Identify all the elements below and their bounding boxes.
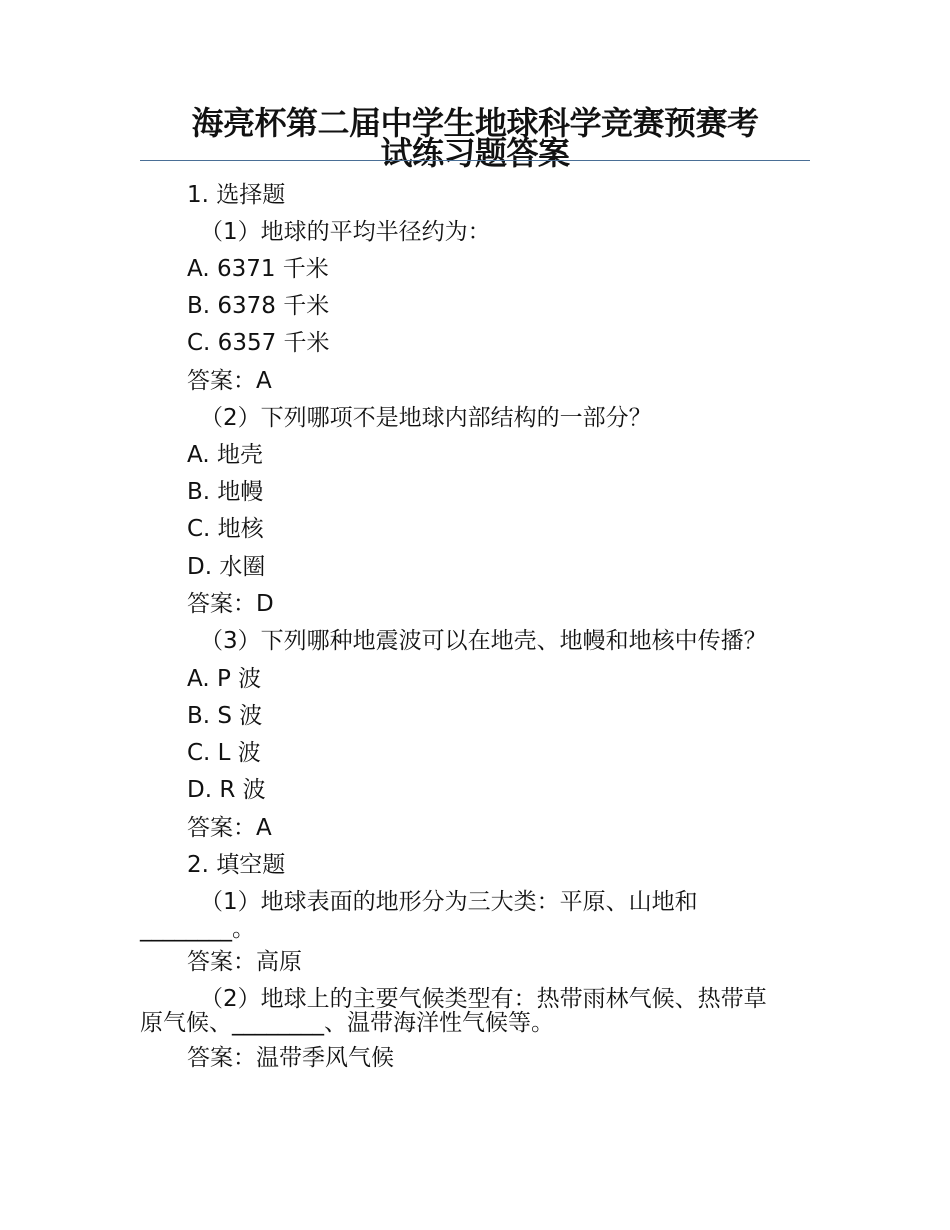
option: B. 6378 千米 — [187, 293, 330, 319]
option: A. 地壳 — [187, 442, 263, 468]
question-2-2: （2）地球上的主要气候类型有：热带雨林气候、热带草 — [200, 986, 767, 1012]
option: D. 水圈 — [187, 554, 266, 580]
answer: 答案：D — [187, 591, 274, 617]
section-heading-choice: 1. 选择题 — [187, 182, 286, 208]
section-heading-fill: 2. 填空题 — [187, 852, 286, 878]
option: B. S 波 — [187, 703, 263, 729]
option: A. 6371 千米 — [187, 256, 329, 282]
question-2-1: （1）地球表面的地形分为三大类：平原、山地和 — [200, 889, 698, 915]
option: B. 地幔 — [187, 479, 264, 505]
option: C. L 波 — [187, 740, 261, 766]
answer: 答案：高原 — [187, 949, 302, 975]
answer: 答案：A — [187, 815, 272, 841]
option: D. R 波 — [187, 777, 266, 803]
title-underline — [140, 160, 810, 161]
question-1-2: （2）下列哪项不是地球内部结构的一部分？ — [200, 405, 652, 431]
question-1-3: （3）下列哪种地震波可以在地壳、地幔和地核中传播？ — [200, 628, 767, 654]
document-title — [140, 104, 810, 172]
question-2-1-continued: ________。 — [140, 916, 255, 942]
question-2-2-continued: 原气候、________、温带海洋性气候等。 — [140, 1010, 554, 1036]
option: C. 6357 千米 — [187, 330, 330, 356]
option: A. P 波 — [187, 666, 262, 692]
title-line-2: 试练习题答案 — [380, 134, 570, 172]
question-1-1: （1）地球的平均半径约为： — [200, 219, 491, 245]
option: C. 地核 — [187, 516, 264, 542]
answer: 答案：A — [187, 368, 272, 394]
title-line-1: 海亮杯第二届中学生地球科学竞赛预赛考 — [191, 104, 759, 142]
answer: 答案：温带季风气候 — [187, 1045, 394, 1071]
